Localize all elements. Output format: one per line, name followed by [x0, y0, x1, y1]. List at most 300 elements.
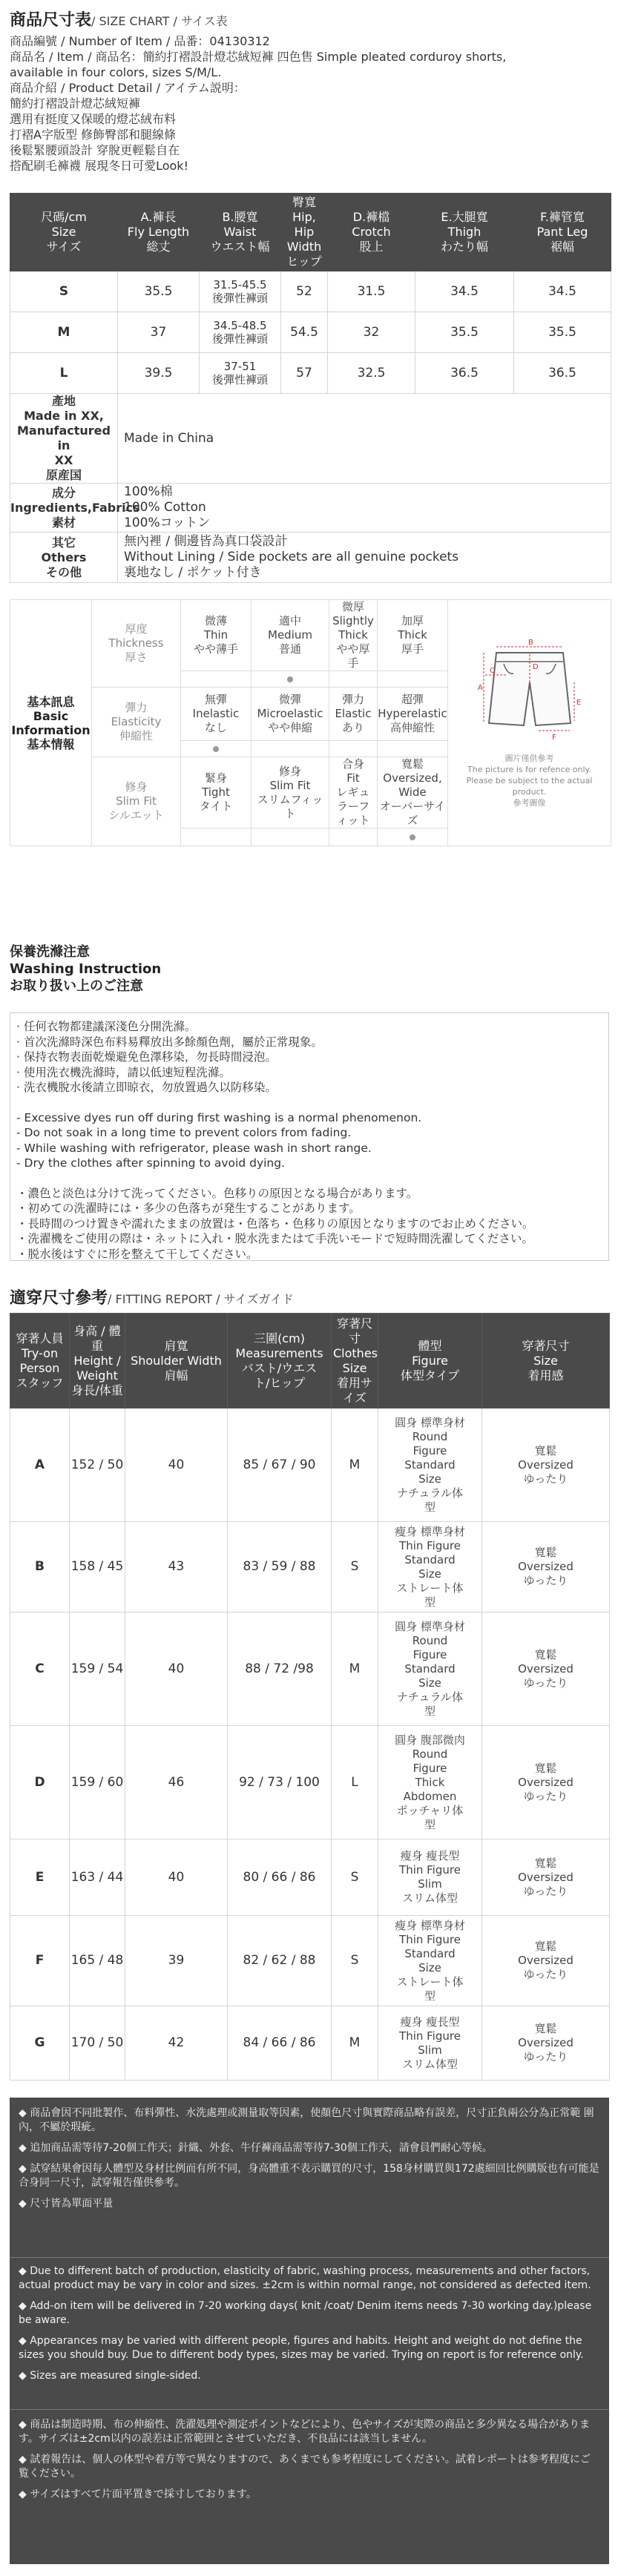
size-row: [10, 353, 611, 394]
opt-line: オーバーサイ: [379, 800, 446, 813]
fit-line: 寬鬆: [534, 2022, 557, 2035]
size-cell: [200, 353, 281, 394]
header-line: 三圍(cm): [254, 1331, 305, 1345]
size-cell: [328, 312, 415, 353]
elasticity-option: [378, 688, 448, 741]
fig-line: Round: [412, 1429, 448, 1443]
fig-line: 型: [424, 1989, 435, 2003]
size-cell: [10, 312, 118, 353]
header-line: 総丈: [146, 240, 171, 254]
cell-line: 158 / 45: [70, 1559, 124, 1574]
fit-line: 寬鬆: [534, 1761, 557, 1775]
header-line: わたり幅: [440, 240, 488, 254]
opt-line: 無彈: [204, 693, 227, 706]
value-line: 100%コットン: [124, 515, 211, 530]
cell-line: M: [349, 1457, 361, 1472]
thickness-option: [181, 600, 252, 671]
elasticity-option: [181, 688, 252, 741]
washing-title: [10, 943, 161, 995]
cell-line: 後彈性褲頭: [211, 332, 268, 346]
size-cell: [415, 353, 514, 394]
fit-figure: [378, 1839, 482, 1916]
label-line: 原産国: [45, 468, 82, 482]
opt-line: ラーフ: [336, 800, 370, 813]
fig-line: 型: [424, 1595, 435, 1609]
fig-line: Size: [418, 1676, 441, 1690]
diagram-caption: [448, 753, 611, 808]
opt-line: やや伸縮: [267, 721, 312, 734]
diagram-label: D: [532, 662, 539, 671]
cell-line: 31.5: [357, 283, 386, 299]
fig-line: Standard: [404, 1552, 456, 1567]
cell-line: 159 / 60: [70, 1774, 124, 1790]
header-line: Figure: [412, 1353, 448, 1368]
fit-feel: [482, 1916, 610, 2006]
cell-line: 後彈性褲頭: [211, 373, 268, 386]
header-line: スタッフ: [16, 1375, 64, 1390]
opt-line: やや厚: [336, 642, 370, 656]
fit-figure: [378, 2006, 482, 2081]
header-line: Try-on: [21, 1345, 59, 1360]
note-line: ◆ 試着報告は、個人の体型や着方等で異なりますので、あくまでも参考程度にしてください。試着レポートは参考程度にご覧ください。: [19, 2454, 591, 2480]
value-line: 裏地なし / ポケット付き: [124, 565, 262, 580]
fig-line: スリム体型: [401, 1891, 458, 1905]
fit-line: Oversized: [518, 1775, 573, 1789]
diagram-label: E: [576, 698, 581, 707]
fit-cell: [10, 1726, 70, 1839]
cell-line: 170 / 50: [70, 2035, 124, 2050]
label-line: 其它: [51, 535, 76, 550]
size-cell: [281, 271, 328, 312]
elasticity-option: [252, 688, 329, 741]
cell-line: 54.5: [290, 324, 318, 340]
fig-line: 瘦身 標準身材: [395, 1918, 465, 1932]
product-info: [10, 33, 611, 174]
opt-line: ト: [284, 806, 296, 820]
header-line: ウエスト幅: [210, 240, 270, 254]
fit-option: [329, 757, 378, 829]
fig-line: ナチュラル体: [396, 1690, 464, 1704]
fit-cell: [228, 1522, 332, 1613]
fit-figure: [378, 1613, 482, 1726]
cell-line: 40: [168, 1661, 185, 1676]
cell-line: 85 / 67 / 90: [243, 1457, 316, 1472]
fit-col-header: [125, 1314, 228, 1409]
fit-cell: [332, 1916, 378, 2006]
header-line: 肩寬: [164, 1338, 188, 1353]
note-line: ◆ 試穿結果會因每人體型及身材比例而有所不同，身高體重不表示購買的尺寸，158身材購買與172處細回比例購版也有可能是合身同一尺寸，試穿報告僅供參考。: [19, 2163, 599, 2189]
wash-line: · 洗衣機脫水後請立即晾衣，勿放置過久以防移染。: [16, 1081, 277, 1094]
opt-line: 彈力: [341, 693, 364, 706]
cell-line: 36.5: [450, 365, 479, 381]
info-line: 選用有挺度又保暖的燈芯絨布料: [10, 112, 177, 126]
info-line: 搭配刷毛褲襪 展現冬日可愛Look!: [10, 159, 188, 173]
value-line: Without Lining / Side pockets are all genuine pockets: [124, 550, 459, 564]
fit-marker-cell: [181, 829, 252, 846]
size-cell: [281, 353, 328, 394]
fit-cell: [228, 1916, 332, 2006]
header-line: ヒップ: [286, 254, 322, 269]
cell-line: G: [34, 2035, 45, 2050]
label-line: 厚度: [125, 622, 148, 636]
size-cell: [514, 271, 611, 312]
notes-en: [19, 2264, 600, 2390]
fit-figure: [378, 1409, 482, 1522]
diagram-label: F: [551, 733, 556, 742]
fit-line: Oversized: [518, 1661, 573, 1676]
cell-line: 35.5: [548, 324, 576, 340]
opt-line: Elastic: [335, 707, 372, 720]
cell-line: 159 / 54: [70, 1661, 124, 1676]
fit-line: ゆったり: [523, 1676, 568, 1690]
info-line: 商品名 / Item / 商品名：簡約打褶設計燈芯絨短褲 四色售 Simple pleated corduroy shorts,: [10, 50, 507, 64]
fit-cell: [70, 1726, 125, 1839]
fig-line: Thin Figure: [399, 1863, 461, 1877]
label-line: 伸縮性: [119, 729, 153, 742]
size-cell: [514, 312, 611, 353]
label-line: Slim Fit: [116, 794, 157, 808]
wash-line: ・濃色と淡色は分けて洗ってください。色移りの原因となる場合があります。: [16, 1186, 418, 1200]
wash-line: - While washing with refrigerator, please wash in short range.: [16, 1141, 372, 1155]
opt-line: 微彈: [278, 693, 301, 706]
header-line: Measurements: [235, 1345, 323, 1360]
fit-option: [181, 757, 252, 829]
cell-line: 32: [363, 324, 380, 340]
fit-cell: [228, 1409, 332, 1522]
fit-col-header: [482, 1314, 610, 1409]
fit-label: [92, 757, 181, 846]
header-line: 肩幅: [164, 1368, 188, 1383]
header-line: 穿著人員: [16, 1331, 64, 1345]
thickness-marker-cell: [329, 671, 378, 688]
size-table: [10, 193, 611, 583]
fit-line: 寬鬆: [534, 1856, 557, 1870]
header-line: ト/ヒップ: [254, 1375, 305, 1390]
fit-feel: [482, 2006, 610, 2081]
header-line: Hip: [294, 225, 315, 239]
cell-line: E: [35, 1869, 45, 1885]
size-chart-subtitle: / SIZE CHART / サイス表: [91, 14, 228, 28]
fit-row: [10, 1839, 610, 1916]
info-line: 打褶A字版型 修飾臀部和腿線條: [10, 128, 177, 142]
header-line: 重: [91, 1338, 103, 1353]
header-line: 身高 / 體: [73, 1323, 121, 1338]
cell-line: 46: [168, 1774, 185, 1790]
opt-line: 厚手: [401, 642, 424, 656]
opt-line: ィット: [336, 814, 370, 827]
header-line: Person: [19, 1360, 60, 1375]
opt-line: Thick: [398, 628, 427, 642]
opt-line: Wide: [398, 785, 427, 799]
fit-line: ゆったり: [523, 2050, 568, 2063]
opt-line: なし: [204, 721, 227, 734]
fig-line: 瘦身 瘦長型: [400, 1849, 460, 1862]
opt-line: Hyperelastic: [378, 707, 447, 720]
cell-line: 39: [168, 1953, 185, 1968]
cell-line: B: [35, 1559, 45, 1574]
size-cell: [118, 353, 200, 394]
size-cell: [118, 271, 200, 312]
fig-line: Thick: [415, 1775, 445, 1789]
fig-line: Figure: [412, 1443, 447, 1457]
note-line: ◆ 商品會因不同批製作、布料彈性、水洗處理或測量取等因素，使顏色尺寸與實際商品略有誤差，尺寸正負兩公分為正常範 圍內，不屬於瑕疵。: [19, 2107, 594, 2133]
cell-line: 31.5-45.5: [213, 278, 267, 291]
note-line: ◆ Appearances may be varied with different people, figures and habits. Height and weight do not define the sizes you should buy. Due to different body types, sizes may be varied. Trying on report is for reference only.: [19, 2335, 584, 2361]
wash-line: - Do not soak in a long time to prevent colors from fading.: [16, 1126, 352, 1139]
opt-line: Tight: [202, 785, 230, 799]
caption-line: Please be subject to the actual: [466, 775, 593, 785]
fit-row: [10, 1409, 610, 1522]
cell-line: S: [59, 283, 69, 299]
size-col-header: [10, 194, 118, 271]
fig-line: Round: [412, 1633, 448, 1647]
header-line: Shoulder Width: [131, 1353, 222, 1368]
thickness-option: [378, 600, 448, 671]
size-cell: [200, 312, 281, 353]
opt-line: 微薄: [204, 614, 227, 627]
others-value: [118, 533, 611, 583]
notes-divider: [10, 2257, 609, 2258]
thickness-option: [329, 600, 378, 671]
label-line: Made in XX,: [24, 409, 104, 423]
opt-line: 高伸縮性: [389, 721, 435, 734]
size-row: [10, 312, 611, 353]
cell-line: L: [59, 365, 68, 381]
wash-line: ・長時間のつけ置きや濡れたままの放置は・色落ち・色移りの原因となりますのでお止めください。: [16, 1216, 534, 1231]
fit-cell: [332, 1839, 378, 1916]
cell-line: S: [350, 1953, 359, 1968]
header-line: 体型タイプ: [400, 1368, 460, 1383]
cell-line: 88 / 72 /98: [245, 1661, 314, 1676]
title-line: Information: [11, 722, 91, 737]
header-line: Pant Leg: [536, 225, 588, 239]
header-line: Clothes: [333, 1345, 378, 1360]
note-line: ◆ Add-on item will be delivered in 7-20 working days( knit /coat/ Denim items needs 7-30 working day.)please be aware.: [19, 2300, 592, 2326]
opt-line: Fit: [346, 771, 360, 785]
fit-cell: [70, 1409, 125, 1522]
label-line: Manufactured in: [17, 424, 111, 452]
title-line: 基本訊息: [27, 694, 75, 709]
fit-cell: [125, 1409, 228, 1522]
opt-line: 緊身: [204, 771, 227, 785]
caption-line: product.: [512, 786, 547, 797]
fig-line: Figure: [412, 1761, 447, 1775]
fig-line: スリム体型: [401, 2057, 458, 2071]
opt-line: 微厚: [341, 600, 364, 613]
value-line: 無內裡 / 側邊皆為真口袋設計: [124, 534, 288, 549]
size-col-header: [200, 194, 281, 271]
thickness-option: [252, 600, 329, 671]
header-line: イズ: [343, 1390, 366, 1405]
fig-line: 圓身 標準身材: [395, 1415, 465, 1429]
fit-line: 寬鬆: [534, 1546, 557, 1559]
header-line: F.褲管寬: [540, 210, 585, 224]
fit-line: 寬鬆: [534, 1940, 557, 1953]
opt-line: 修身: [278, 764, 301, 778]
wash-line: · 使用洗衣機洗滌時，請以低速短程洗滌。: [16, 1065, 231, 1079]
fit-line: ゆったり: [523, 1574, 568, 1587]
label-line: 素材: [51, 515, 76, 530]
header-line: Width: [286, 240, 322, 254]
header-line: 穿著尺寸: [522, 1338, 570, 1353]
origin-label: [10, 394, 118, 484]
label-line: 成分: [51, 485, 76, 500]
title-line: お取り扱い上のご注意: [10, 978, 143, 994]
title-line: 基本情報: [27, 737, 75, 751]
opt-line: スリムフィッ: [257, 792, 323, 806]
fit-option: [378, 757, 448, 829]
cell-line: 43: [168, 1559, 185, 1574]
elasticity-option: [329, 688, 378, 741]
fit-marker-cell: [378, 829, 448, 846]
size-col-header: [118, 194, 200, 271]
fit-cell: [228, 1839, 332, 1916]
fit-col-header: [378, 1314, 482, 1409]
note-line: ◆ 追加商品需等待7-20個工作天；針織、外套、牛仔褲商品需等待7-30個工作天，請會員們耐心等候。: [19, 2142, 493, 2154]
header-line: B.腰寬: [222, 210, 258, 224]
header-line: Size: [533, 1353, 558, 1368]
cell-line: 165 / 48: [70, 1953, 124, 1968]
fit-row: [10, 1726, 610, 1839]
opt-line: やや薄手: [193, 642, 238, 656]
wash-line: · 任何衣物都建議深淺色分開洗滌。: [16, 1020, 197, 1033]
notes-zh: [19, 2106, 600, 2218]
label-line: その他: [45, 564, 82, 579]
cell-line: 152 / 50: [70, 1457, 124, 1472]
cell-line: 32.5: [357, 365, 386, 381]
header-line: Size: [51, 225, 76, 239]
caption-line: The picture is for refence only.: [467, 764, 591, 774]
fit-col-header: [70, 1314, 125, 1409]
cell-line: 52: [296, 283, 312, 299]
label-line: 修身: [125, 780, 148, 794]
cell-line: 57: [296, 365, 312, 381]
opt-line: Microelastic: [257, 707, 323, 720]
fit-line: Oversized: [518, 2036, 573, 2049]
header-line: 着用サ: [336, 1375, 372, 1390]
cell-line: S: [350, 1869, 359, 1885]
fit-col-header: [332, 1314, 378, 1409]
fit-figure: [378, 1916, 482, 2006]
size-cell: [200, 271, 281, 312]
cell-line: S: [350, 1559, 359, 1574]
material-label: [10, 484, 140, 533]
header-line: Weight: [76, 1368, 118, 1383]
fit-cell: [125, 1839, 228, 1916]
fit-line: ゆったり: [523, 1472, 568, 1486]
opt-line: 合身: [341, 757, 364, 771]
info-line: 後鬆緊腰頭設計 穿脫更輕鬆自在: [10, 143, 180, 157]
cell-line: 37-51: [223, 360, 257, 373]
size-cell: [118, 312, 200, 353]
wash-line: - Dry the clothes after spinning to avoid dying.: [16, 1156, 286, 1170]
label-line: 厚さ: [125, 650, 148, 664]
diagram-label: C: [489, 666, 495, 675]
fit-cell: [10, 1839, 70, 1916]
opt-line: Thick: [338, 628, 368, 642]
cell-line: A: [34, 1457, 45, 1472]
note-line: ◆ 商品は制造時期、布の伸縮性、洗濯処理や測定ポイントなどにより、色やサイズが実際の商品と多少異なる場合がありま す。サイズは±2cm以内の誤差は正常範囲とさせていただき、不良品には該当しません。: [19, 2419, 591, 2445]
info-line: 商品介紹 / Product Detail / アイテム説明：: [10, 81, 246, 95]
fit-cell: [332, 2006, 378, 2081]
caption-line: 圖片僅供參考: [504, 753, 554, 763]
cell-line: 163 / 44: [70, 1869, 124, 1885]
fitting-title: [10, 1285, 294, 1308]
fig-line: Size: [418, 1960, 441, 1974]
fig-line: Slim: [418, 2043, 442, 2057]
cell-line: 92 / 73 / 100: [239, 1774, 320, 1790]
header-line: 穿著尺: [336, 1316, 372, 1331]
elasticity-label: [92, 688, 181, 757]
header-line: バスト/ウエス: [241, 1360, 318, 1375]
header-line: 身長/体重: [71, 1383, 123, 1397]
size-col-header: [514, 194, 611, 271]
size-cell: [10, 271, 118, 312]
cell-line: C: [35, 1661, 45, 1676]
fig-line: Standard: [404, 1946, 456, 1960]
fit-row: [10, 2006, 610, 2081]
fit-cell: [70, 1839, 125, 1916]
cell-line: 34.5: [548, 283, 576, 299]
fit-figure: [378, 1726, 482, 1839]
fit-cell: [125, 1916, 228, 2006]
fit-cell: [70, 1916, 125, 2006]
fit-feel: [482, 1409, 610, 1522]
opt-line: 普通: [278, 642, 301, 656]
fit-cell: [228, 1613, 332, 1726]
cell-line: 82 / 62 / 88: [243, 1953, 316, 1968]
others-label: [10, 533, 118, 583]
fig-line: Size: [418, 1567, 441, 1581]
header-line: Hip,: [292, 210, 316, 224]
fig-line: Size: [418, 1472, 441, 1486]
selected-dot: [410, 834, 415, 840]
note-line: ◆ Sizes are measured single-sided.: [19, 2370, 201, 2382]
cell-line: 後彈性褲頭: [211, 291, 268, 305]
notes-divider: [10, 2409, 609, 2410]
wash-line: ・洗濯機をご使用の際は・ネットに入れ・脱水洗またはて手洗いモードで短時間洗濯してください。: [16, 1232, 533, 1245]
fig-line: 型: [424, 1704, 435, 1718]
fit-cell: [332, 1613, 378, 1726]
header-line: Size: [342, 1360, 367, 1375]
fit-cell: [10, 2006, 70, 2081]
caption-line: 參考圖像: [513, 797, 546, 808]
cell-line: M: [57, 324, 70, 340]
fit-cell: [125, 2006, 228, 2081]
size-cell: [10, 353, 118, 394]
opt-line: 加厚: [401, 614, 424, 627]
size-row: [10, 271, 611, 312]
header-line: E.大腿寬: [441, 210, 488, 224]
header-line: Fly Length: [127, 225, 190, 239]
label-line: 彈力: [125, 701, 148, 714]
fit-cell: [10, 1522, 70, 1613]
thickness-label: [92, 600, 181, 688]
fig-line: 型: [424, 1817, 435, 1831]
wash-line: ・初めての洗濯時には・多少の色落ちが発生することがあります。: [16, 1202, 361, 1215]
fit-cell: [125, 1613, 228, 1726]
wash-line: · 首次洗滌時深色布料易釋放出多餘顏色劑，屬於正常現象。: [16, 1035, 323, 1049]
fit-cell: [332, 1726, 378, 1839]
fit-line: Oversized: [518, 1954, 573, 1967]
fig-line: ストレート体: [396, 1581, 464, 1595]
selected-dot: [213, 746, 219, 752]
origin-value: Made in China: [118, 394, 611, 484]
fit-figure: [378, 1522, 482, 1613]
label-line: 產地: [51, 394, 76, 408]
title-line: Washing Instruction: [10, 961, 162, 977]
fit-cell: [10, 1613, 70, 1726]
